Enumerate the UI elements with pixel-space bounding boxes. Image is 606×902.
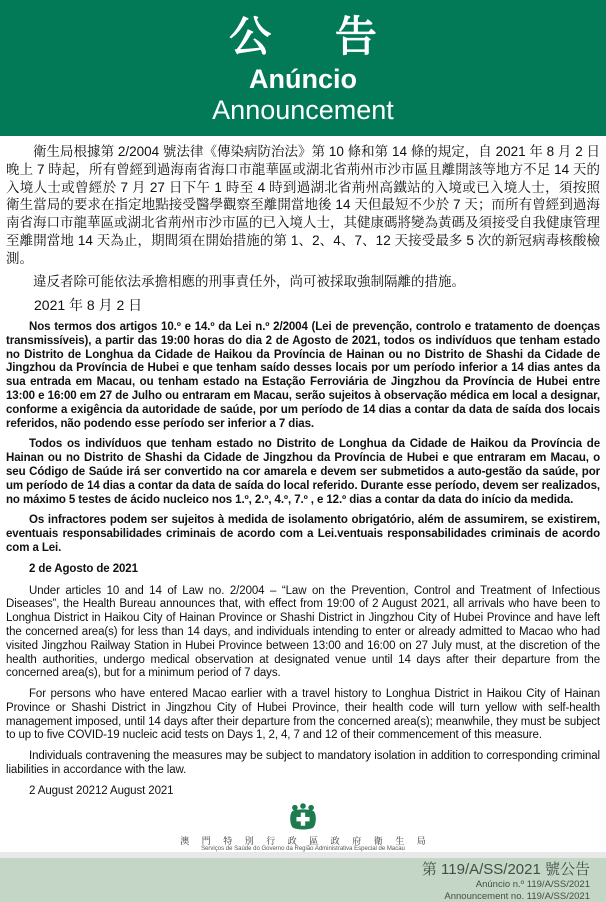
english-section: [6, 585, 600, 799]
announcement-number-en: Announcement no. 119/A/SS/2021: [444, 890, 590, 902]
en-paragraph-3: Individuals contravening the measures may be subject to mandatory isolation in addition to corresponding criminal liabilities in accordance with the law.: [6, 750, 600, 777]
en-paragraph-1: Under articles 10 and 14 of Law no. 2/2004 – “Law on the Prevention, Control and Treatment of Infectious Diseases”, the Health Bureau announces that, with effect from 19:00 of 2 August 2021, all arrivals who have been to Longhua District in Haikou City of Hainan Province or Shashi District in Jingzhou City of Hubei Province and have left the concerned area(s) for less than 14 days, and individuals intending to enter or already admitted to Macao who had visited Jingzhou Railway Station in Hubei Province between 13:00 and 16:00 on 27 July must, at the discretion of the health authorities, undergo medical observation at designated venue until 14 days after their departure from the concerned area(s), but for a minimum period of 7 days.: [6, 584, 600, 680]
announcement-number-zh: 第 119/A/SS/2021 號公告: [421, 860, 590, 878]
announcement-number-pt: Anúncio n.º 119/A/SS/2021: [475, 878, 590, 890]
health-bureau-emblem-icon: [288, 803, 318, 836]
zh-paragraph-1: 衛生局根據第 2/2004 號法律《傳染病防治法》第 10 條和第 14 條的規定，自 2021 年 8 月 2 日晚上 7 時起，所有曾經到過海南省海口市龍華區或湖北省荊州市沙市區且離開該等地方不足 14 天的入境人士或曾經於 7 月 27 日下午 1 時至 4 時到過湖北省荊州高鐵站的入境或已入境人士，須按照衛生當局的要求在指定地點接受醫學觀察至離開當地後 14 天但最短不少於 7 天；而所有曾經到過海南省海口市龍華區或湖北省荊州市沙市區的已入境人士，其健康碼將變為黃碼及須接受自我健康管理至離開當地 14 天為止，期間須在開始措施的第 1、2、4、7、12 天接受最多 5 次的新冠病毒核酸檢測。: [6, 144, 600, 266]
page-title-pt: Anúncio: [249, 64, 357, 95]
chinese-section: [6, 143, 600, 314]
page-title-zh: 公 告: [229, 13, 403, 60]
pt-paragraph-1: Nos termos dos artigos 10.º e 14.º da Lei n.º 2/2004 (Lei de prevenção, controlo e tratamento de doenças transmissíveis), a partir das 19:00 horas do dia 2 de Agosto de 2021, todos os indivíduos que tenham estado no Distrito de Longhua da Cidade de Haikou da Província de Hainan ou no Distrito de Shashi da Cidade de Jingzhou da Província de Hubei e que tenham saído desses locais por um período inferior a 14 dias antes da sua entrada em Macau, ou tenham estado na Estação Ferroviária de Jingzhou da Província de Hubei entre 13:00 e 16:00 em 27 de Julho ou entraram em Macau, serão sujeitos à observação médica em local a designar, conforme a exigência da autoridade de saúde, por um período de 14 dias a contar da data de saída dos locais referidos, não podendo esse período ser inferior a 7 dias.: [6, 320, 600, 430]
org-name-zh: 澳 門 特 別 行 政 區 政 府 衛 生 局: [180, 835, 431, 846]
org-name-pt: Serviços de Saúde do Governo da Região Administrativa Especial de Macau: [201, 846, 405, 853]
zh-paragraph-2: 違反者除可能依法承擔相應的刑事責任外，尚可被採取強制隔離的措施。: [33, 273, 465, 289]
announcement-body: [0, 136, 606, 801]
pt-date: 2 de Agosto de 2021: [29, 562, 138, 575]
reference-band: [0, 858, 606, 902]
pt-paragraph-3: Os infractores podem ser sujeitos à medida de isolamento obrigatório, além de assumirem, se existirem, eventuais responsabilidades criminais de acordo com a Lei.ventuais responsabilidades criminais de acordo com a Lei.: [6, 514, 600, 554]
zh-date: 2021 年 8 月 2 日: [34, 296, 143, 313]
portuguese-section: [6, 321, 600, 577]
header-banner: [0, 0, 606, 136]
health-bureau-logo: [0, 801, 606, 858]
page-title-en: Announcement: [212, 95, 394, 126]
en-date: 2 August 20212 August 2021: [29, 784, 174, 797]
en-paragraph-2: For persons who have entered Macao earlier with a travel history to Longhua District in Haikou City of Hainan Province or Shashi District in Jingzhou City of Hubei Province, their health code will turn yellow with self-health management imposed, until 14 days after their departure from the concerned area(s); meanwhile, they must be subject to up to five COVID-19 nucleic acid tests on Days 1, 2, 4, 7 and 12 of their commencement of this measure.: [6, 688, 600, 742]
pt-paragraph-2: Todos os indivíduos que tenham estado no Distrito de Longhua da Cidade de Haikou da Província de Hainan ou no Distrito de Shashi da Cidade de Jingzhou da Província de Hubei e que entraram em Macau, o seu Código de Saúde irá ser convertido na cor amarela e devem ser submetidos a auto-gestão da saúde, por um período de 14 dias a contar da data de saída do local referido. Durante esse período, devem ser realizados, no máximo 5 testes de ácido nucleico nos 1.º, 2.º, 4.º, 7.º , e 12.º dias a contar da data do início da medida.: [6, 438, 600, 506]
